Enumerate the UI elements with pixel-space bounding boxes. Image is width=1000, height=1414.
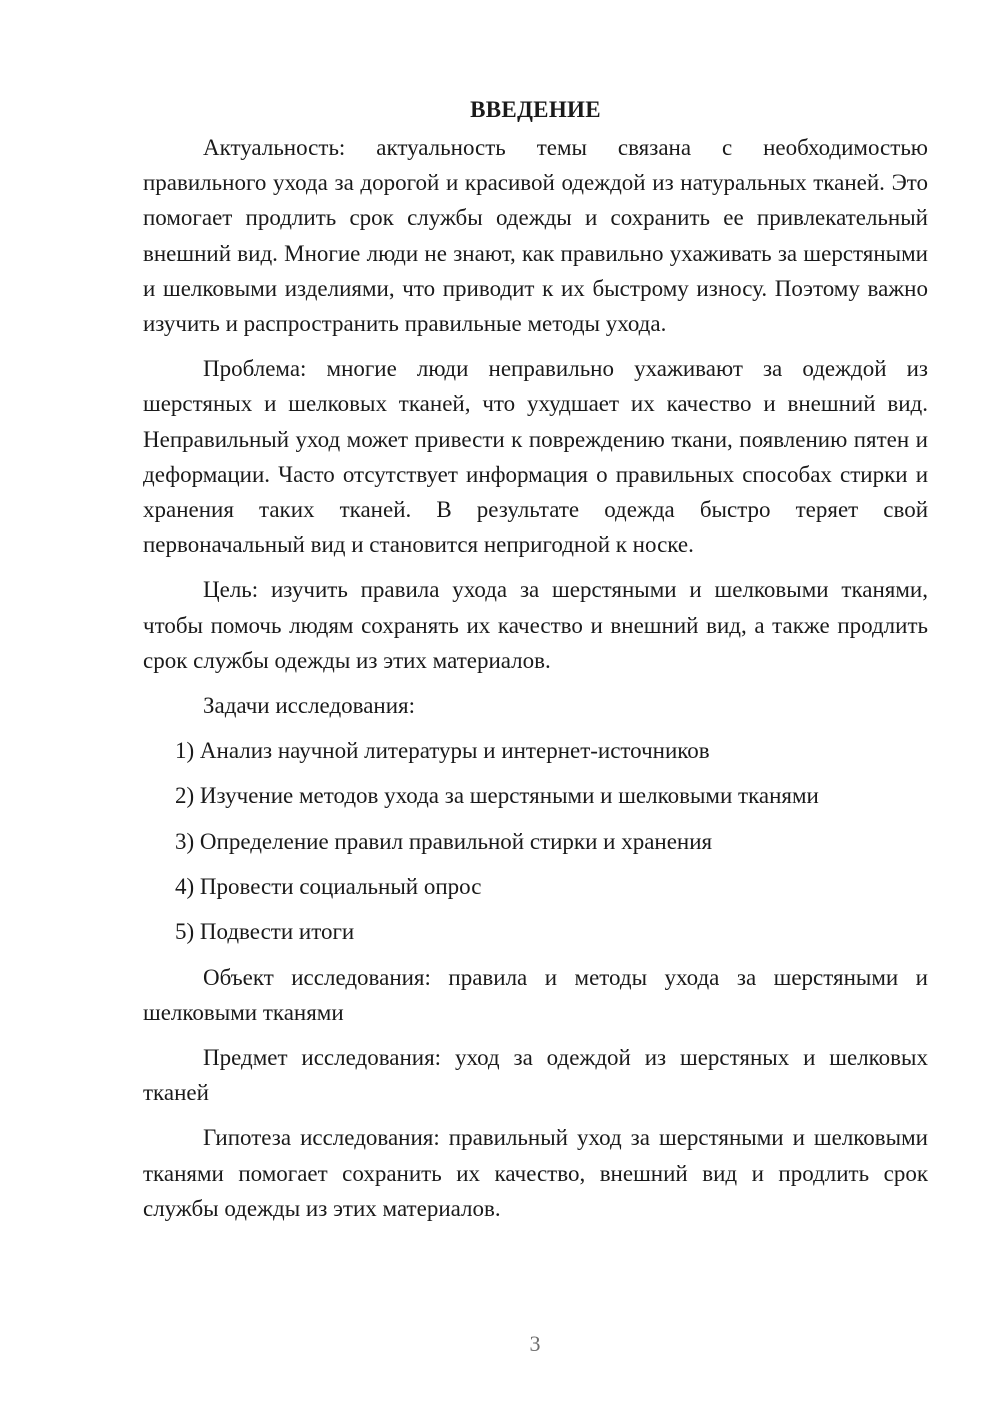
task-item: 4) Провести социальный опрос — [175, 873, 482, 899]
page-title: ВВЕДЕНИЕ — [470, 97, 601, 122]
page-number: 3 — [529, 1331, 541, 1356]
task-item: 2) Изучение методов ухода за шерстяными и шелковыми тканями — [175, 783, 819, 809]
tasks-list — [143, 733, 928, 949]
paragraph-goal: Цель: изучить правила ухода за шерстяными и шелковыми тканями, чтобы помочь людям сохранять их качество и внешний вид, а также продлить срок службы одежды из этих материалов. — [143, 577, 928, 673]
paragraph-object: Объект исследования: правила и методы ухода за шерстяными и шелковыми тканями — [143, 964, 928, 1025]
document-page — [143, 92, 928, 1236]
paragraph-relevance: Актуальность: актуальность темы связана с необходимостью правильного ухода за дорогой и красивой одеждой из натуральных тканей. Это помогает продлить срок службы одежды и сохранить ее привлекательный внешний вид. Многие люди не знают, как правильно ухаживать за шерстяными и шелковыми изделиями, что приводит к их быстрому износу. Поэтому важно изучить и распространить правильные методы ухода. — [143, 135, 928, 337]
paragraph-problem: Проблема: многие люди неправильно ухаживают за одеждой из шерстяных и шелковых тканей, что ухудшает их качество и внешний вид. Неправильный уход может привести к повреждению ткани, появлению пятен и деформации. Часто отсутствует информация о правильных способах стирки и хранения таких тканей. В результате одежда быстро теряет свой первоначальный вид и становится непригодной к носке. — [143, 356, 928, 558]
tasks-heading: Задачи исследования: — [203, 693, 416, 719]
task-item: 1) Анализ научной литературы и интернет-источников — [175, 738, 710, 764]
task-item: 5) Подвести итоги — [175, 919, 355, 945]
paragraph-subject: Предмет исследования: уход за одеждой из шерстяных и шелковых тканей — [143, 1044, 928, 1106]
task-item: 3) Определение правил правильной стирки и хранения — [175, 828, 713, 854]
paragraph-hypothesis: Гипотеза исследования: правильный уход за шерстяными и шелковыми тканями помогает сохранить их качество, внешний вид и продлить срок службы одежды из этих материалов. — [143, 1125, 928, 1221]
